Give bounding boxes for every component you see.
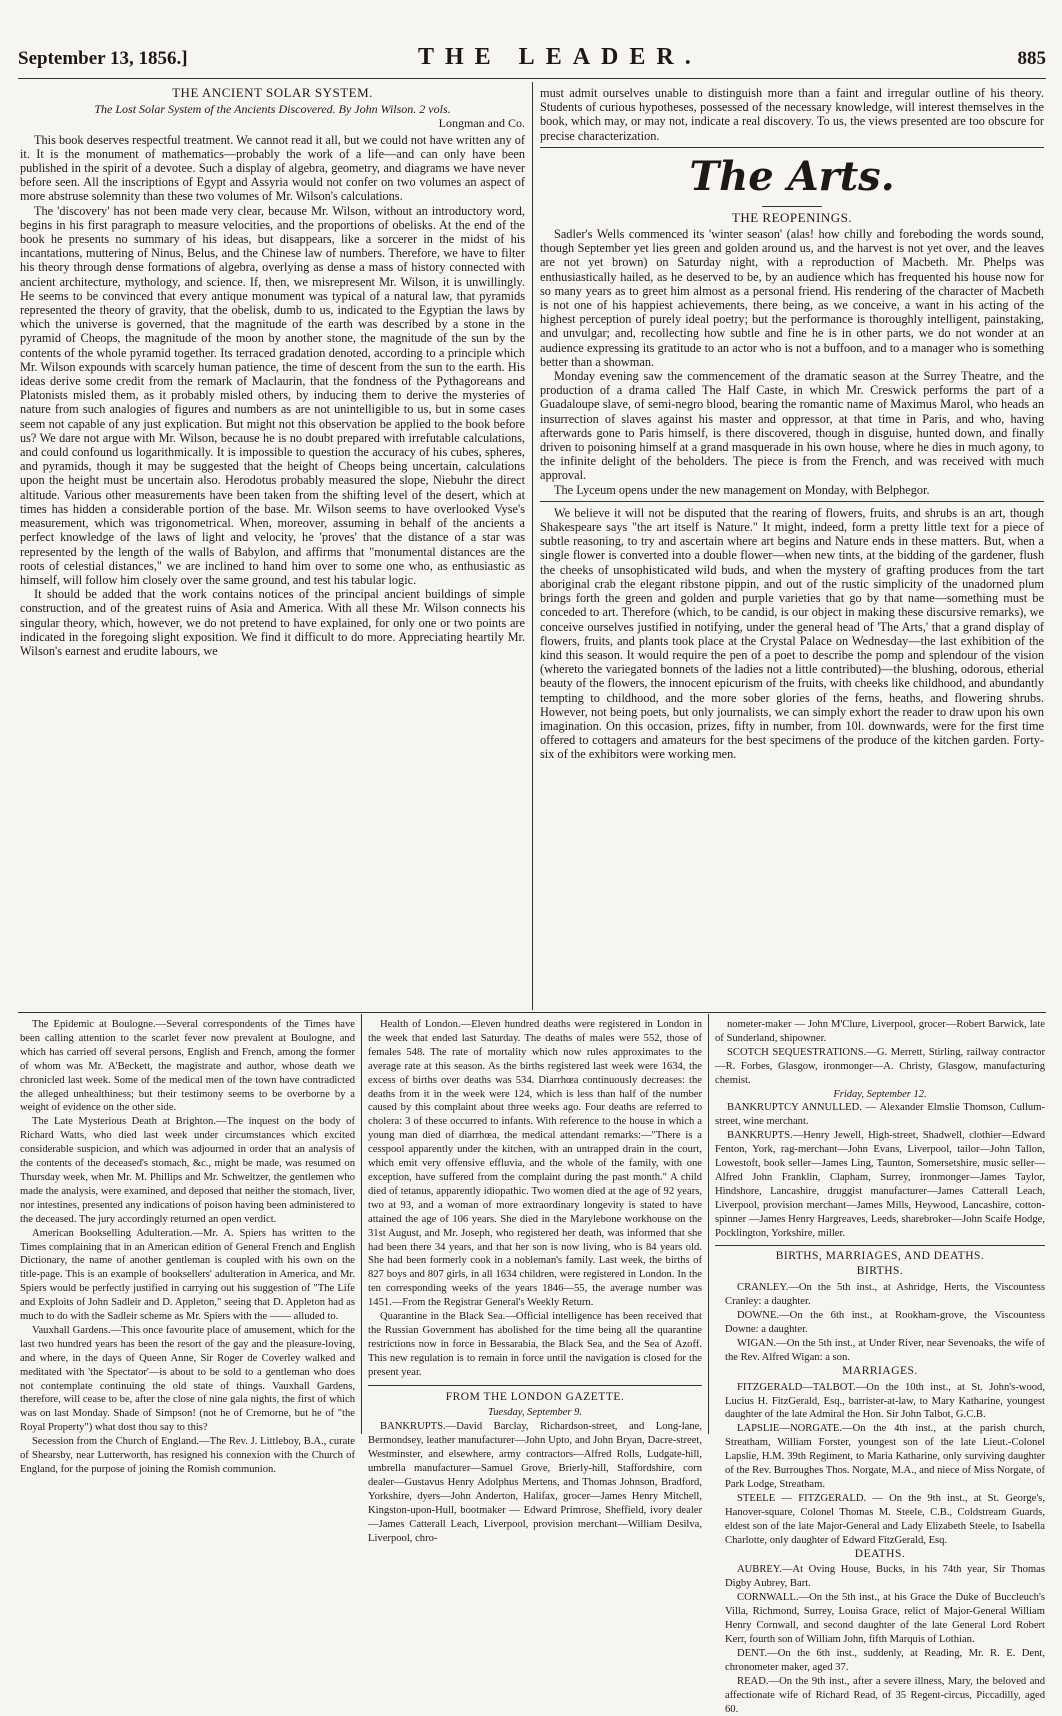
marriage-entry: FITZGERALD—TALBOT.—On the 10th inst., at St. John's-wood, Lucius H. FitzGerald, Esq., barrister-at-law, to Mary Katharine, youngest daughter of the late Admiral the Hon. Sir John Talbot, G.C.B. <box>725 1381 1045 1421</box>
birth-entry: DOWNE.—On the 6th inst., at Rookham-grove, the Viscountess Downe: a daughter. <box>725 1310 1045 1336</box>
review-publisher: Longman and Co. <box>438 116 525 131</box>
news-column-middle <box>368 1018 702 1544</box>
news-item: Secession from the Church of England.—The Rev. J. Littleboy, B.A., curate of Shearsby, near Lutterworth, has resigned his connexion with the Church of England, for the purpose of joining the Romish communion. <box>20 1436 355 1475</box>
bankrupts-list: BANKRUPTS.—Henry Jewell, High-street, Shadwell, clothier—Edward Fenton, York, rag-merchant—John Evans, Liverpool, tailor—John Tallon, Lowestoft, book seller—James Ling, Taunton, Somersetshire, music seller—Alfred John Franklin, Clapham, Surrey, ironmonger—James Taylor, Hindshore, Lancashire, druggist manufacturer—James Catterall Leach, Liverpool, provision merchant—James Mills, Heywood, Lancashire, cotton-spinner —James Henry Hargreaves, Leeds, sharebroker—John Scaife Hodge, Pocklington, Yorkshire, miller. <box>715 1130 1045 1239</box>
births-heading: BIRTHS. <box>856 1265 904 1278</box>
section-rule <box>368 1385 702 1386</box>
column-divider <box>708 1014 709 1434</box>
review-paragraph: It should be added that the work contains notices of the principal ancient buildings of simple construction, and of the greatest ruins of Asia and America. With all these Mr. Wilson connects his singular theory, which, however, we do not pretend to have explained, for only one or two points are indicated in the foregoing slight exposition. We find it difficult to do more. Appreciating heartily Mr. Wilson's earnest and erudite labours, we <box>20 587 525 658</box>
arts-paragraph: The Lyceum opens under the new management on Monday, with Belphegor. <box>554 482 930 497</box>
header-rule <box>18 78 1046 79</box>
death-entry: AUBREY.—At Oving House, Bucks, in his 74th year, Sir Thomas Digby Aubrey, Bart. <box>725 1564 1045 1590</box>
section-rule <box>715 1245 1045 1246</box>
news-column-left <box>20 1018 355 1475</box>
birth-entry: WIGAN.—On the 5th inst., at Under River, near Sevenoaks, the wife of the Rev. Alfred Wigan: a son. <box>725 1337 1045 1363</box>
news-item: The Late Mysterious Death at Brighton.—The inquest on the body of Richard Watts, who died last week under circumstances which excited considerable suspicion, and which was adjourned in order that an analysis of the contents of the deceased's stomach, &c., might be made, was resumed on Thursday week, when Mr. M. Phillips and Mr. Schweitzer, the gentlemen who made the analysis, were examined, and deposed that neither the stomach, liver, nor intestines, presented any indications of poison having been administered to the deceased. The jury accordingly returned an open verdict. <box>20 1116 355 1225</box>
arts-column <box>540 86 1044 1008</box>
review-subtitle: The Lost Solar System of the Ancients Discovered. By John Wilson. 2 vols. <box>94 102 451 117</box>
ornament-rule <box>762 206 822 207</box>
birth-entry: CRANLEY.—On the 5th inst., at Ashridge, Herts, the Viscountess Cranley: a daughter. <box>725 1282 1045 1308</box>
review-paragraph: The 'discovery' has not been made very clear, because Mr. Wilson, without an introductory word, begins in his first paragraph to measure velocities, and the proportions of obelisks. At the end of the book he presents no summary of his ideas, but disappears, like a sorcerer in the midst of his incantations, muttering of Ninus, Belus, and the Chinese law of numbers. Therefore, we have to filter his theory through dense formations of algebra, overlying as dense a mass of history connected with ancient architecture, mythology, and science. If, then, we misrepresent Mr. Wilson, it is unwillingly. He seems to be convinced that every antique monument was typical of a natural law, that pyramids represented the theory of gravity, that the obelisk, dumb to us, indicated to the Egyptian the laws by which the universe is governed, that the magnitude of the earth was described by a stone in the pyramid of Cheops, the magnitude of the moon by another stone, the magnitude of the sun by the contents of the whole pyramid together. Its terraced gradation denoted, according to a principle which Mr. Wilson expounds with scarcely human patience, the time of descent from the sun to the earth. His ideas derive some credit from the remark of Maclaurin, that the fondness of the Pythagoreans and Platonists misled them, as it probably misled others, by inducing them to derive the mysteries of nature from such analogies of figures and numbers as are not unintelligible to us, but in some cases seem not capable of any just explication. But might not this observation be applied to the book before us? We dare not argue with Mr. Wilson, because he is no doubt prepared with irrefutable calculations, and could confound us logarithmically. It is impossible to question the accuracy of his cubes, spheres, and pyramids, though it may be suggested that the height of Cheops being uncertain, calculations upon the height must be uncertain also. Herodotus probably measured the slope, Niebuhr the direct altitude. Various other measurements have been taken from the shifting level of the desert, which at times has hidden a considerable portion of the base. Mr. Wilson seems to have overlooked Vyse's measurement, which was trigonometrical. When, moreover, assuming in behalf of the ancients a perfect knowledge of the laws of light and velocity, he 'proves' that the distance of a star was represented by the length of the walls of Babylon, and affirms that "monumental distances are the roots of celestial distances," we are inclined to hand him over to some one who, as enthusiastic as himself, will follow him closely over the same ground, and test his tabular logic. <box>20 203 525 587</box>
masthead-title: THE LEADER. <box>418 44 702 70</box>
bmd-heading: BIRTHS, MARRIAGES, AND DEATHS. <box>775 1249 985 1262</box>
notices-column-right <box>715 1018 1045 1715</box>
gazette-date: Tuesday, September 9. <box>488 1407 582 1419</box>
column-divider <box>361 1014 362 1434</box>
page-header <box>18 44 1046 74</box>
section-rule <box>540 501 1044 502</box>
news-item: The Epidemic at Boulogne.—Several correspondents of the Times have been calling attention to the scarlet fever now prevalent at Boulogne, and which has carried off several persons, English and French, among the former of whom was Mr. A'Beckett, the magistrate and author, whose death we chronicled last week. Some of the medical men of the town have contradicted the alleged unhealthiness; but their testimony seems to be overborne by a weight of evidence on the other side. <box>20 1019 355 1114</box>
page-number: 885 <box>1017 48 1046 69</box>
issue-date: September 13, 1856.] <box>18 48 188 69</box>
bankruptcy-annulled: BANKRUPTCY ANNULLED. — Alexander Elmslie Thomson, Cullum-street, wine merchant. <box>715 1102 1045 1128</box>
news-item: American Bookselling Adulteration.—Mr. A. Spiers has written to the Times complaining that in an American edition of General French and English Dictionary, the name of another gentleman is coupled with his own on the title-page. This is an example of booksellers' adulteration in America, and Mr. Spiers would be perfectly justified in carrying out his suggestion of "The Life and Exploits of John Sadleir and D. Appleton," seeing that D. Appleton had as much to do with the Sadleir scheme as Mr. Spiers with the —— alluded to. <box>20 1227 355 1323</box>
section-rule <box>540 147 1044 148</box>
marriages-heading: MARRIAGES. <box>842 1364 918 1377</box>
deaths-heading: DEATHS. <box>854 1547 906 1560</box>
review-article <box>20 86 525 1008</box>
flowers-paragraph: We believe it will not be disputed that the rearing of flowers, fruits, and shrubs is an art, though Shakespeare says "the art itself is Nature." It might, indeed, form a pretty little text for a piece of subtle reasoning, to try and ascertain where art begins and Nature ends in these matters. But, when a single flower is converted into a double flower—when new tints, at the bidding of the gardener, flush the cheeks of unsophisticated wild buds, and when the mystery of grafting produces from the tart aboriginal crab the elegant ribstone pippin, and out of the rustic simplicity of the unadorned plum brings forth the green and golden and purple varieties that go by that name—something must be conceded to art. Therefore (which, to be candid, is our object in making these discursive remarks), we conceive ourselves justified in notifying, under the general head of 'The Arts,' that a grand display of flowers, fruits, and plants took place at the Crystal Palace on Wednesday—the last exhibition of the kind this season. It would require the pen of a poet to describe the pomp and splendour of the vision (whereto the variegated bonnets of the ladies not a little contributed)—the blushing, odorous, etherial beauty of the flowers, the innocent epicurism of the fruits, with cheeks like childhood, and abundantly tempting to childhood, and the more sober glories of the ferns, heaths, and flowering shrubs. However, not being poets, but only journalists, we can simply exhort the reader to draw upon his own imagination. On this occasion, prizes, fifty in number, from 10l. downwards, were for the first time offered to cottagers and amateurs for the best specimens of the produce of the kitchen garden. Forty-six of the exhibitors were working men. <box>540 505 1044 762</box>
marriage-entry: LAPSLIE—NORGATE.—On the 4th inst., at the parish church, Streatham, William Forster, youngest son of the late Lieut.-Colonel Lapslie, H.M. 39th Regiment, to Maria Katharine, only surviving daughter of the Rev. Burroughes Thos. Norgate, M.A., and niece of Miss Norgate, of Park Lodge, Streatham. <box>725 1423 1045 1490</box>
column-divider <box>532 82 533 1010</box>
news-item: Vauxhall Gardens.—This once favourite place of amusement, which for the last two hundred years has been the resort of the gay and the pleasure-loving, and where, in the days of Queen Anne, Sir Roger de Coverley walked and meditated with 'the Spectator'—is about to be sold to a gentleman who does not contemplate continuing the old state of things. Vauxhall Gardens, therefore, will cease to be, after the close of nine gala nights, the first of which was on last Monday. Shade of Simpson! (not he of Cremorne, but he of "the Royal Property") what dost thou say to this? <box>20 1324 355 1434</box>
lower-section-rule <box>18 1012 1046 1013</box>
review-heading: THE ANCIENT SOLAR SYSTEM. <box>172 85 373 100</box>
marriage-entry: STEELE — FITZGERALD. — On the 9th inst., at St. George's, Hanover-square, Colonel Thomas M. Steele, C.B., Coldstream Guards, eldest son of the late Major-General and Lady Elizabeth Steele, to Isabella Charlotte, only daughter of Edward FitzGerald, Esq. <box>725 1492 1045 1546</box>
bankrupt-continuation: nometer-maker — John M'Clure, Liverpool, grocer—Robert Barwick, late of Sunderland, shipowner. <box>715 1019 1045 1044</box>
review-continuation: must admit ourselves unable to distinguish more than a faint and irregular outline of his theory. Students of curious hypotheses, possessed of the necessary knowledge, will interest themselves in the book, which may, or may not, indicate a real discovery. To us, the views presented are too obscure for precise characterization. <box>540 86 1044 143</box>
review-paragraph: This book deserves respectful treatment. We cannot read it all, but we could not have written any of it. It is the monument of mathematics—probably the work of a life—and can only have been published in the spirit of a devotee. Such a display of algebra, geometry, and diagrams we have never before seen. All the inscriptions of Egypt and Assyria would not confer on two volumes an aspect of more abstruse solemnity than these two volumes of Mr. Wilson's calculations. <box>20 132 525 204</box>
arts-paragraph: Monday evening saw the commencement of the dramatic season at the Surrey Theatre, and the production of a drama called The Half Caste, in which Mr. Creswick performs the part of a Guadaloupe slave, of semi-negro blood, bearing the romantic name of Maximus Marol, who heads an insurrection of slaves against his master and oppressor, at that time in Paris, and who, having afterwards gone to Paris himself, is there discovered, though in disguise, hunted down, and finally driven to poisoning himself at a grand masquerade in his own house, where he dies in much agony, to the infinite delight of the beholders. The piece is from the French, and was received with much approval. <box>540 369 1044 483</box>
news-item: Quarantine in the Black Sea.—Official intelligence has been received that the Russian Government has abolished for the time being all the quarantine restrictions now in force in Bessarabia, the Black Sea, and the Sea of Azoff. This new regulation is to remain in force until the navigation is closed for the present year. <box>368 1311 702 1378</box>
gazette-text: BANKRUPTS.—David Barclay, Richardson-street, and Long-lane, Bermondsey, leather manufacturer—John Upto, and John Bryan, Dacre-street, Westminster, and elsewhere, army contractors—Alfred Rolls, Ludgate-hill, umbrella manufacturer—Samuel Grove, Brierly-hill, Staffordshire, corn dealer—Gustavus Henry Adolphus Mertens, and Thomas Johnson, Bradford, Yorkshire, dyers—John Anderton, Halifax, grocer—James Henry Mitchell, Kingston-upon-Hull, bootmaker — Edward Primrose, Sheffield, ivory dealer—James Catterall Leach, Liverpool, provision merchant—William Desilva, Liverpool, chro- <box>368 1421 702 1544</box>
death-entry: CORNWALL.—On the 5th inst., at his Grace the Duke of Buccleuch's Villa, Richmond, Surrey, Louisa Grace, relict of Major-General William Henry Cornwall, and second daughter of the late General Lord Robert Kerr, fourth son of William John, fifth Marquis of Lothian. <box>725 1592 1045 1645</box>
scotch-sequestrations: SCOTCH SEQUESTRATIONS.—G. Merrett, Stirling, railway contractor—R. Forbes, Glasgow, ironmonger—A. Christy, Glasgow, manufacturing chemist. <box>715 1046 1045 1086</box>
gazette-heading: FROM THE LONDON GAZETTE. <box>445 1390 625 1403</box>
reopenings-heading: THE REOPENINGS. <box>731 209 853 225</box>
death-entry: READ.—On the 9th inst., after a severe illness, Mary, the beloved and affectionate wife of Richard Read, of 35 Regent-circus, Piccadilly, aged 60. <box>725 1675 1045 1715</box>
news-item: Health of London.—Eleven hundred deaths were registered in London in the week that ended last Saturday. The deaths of males were 552, those of females 548. The rate of mortality which now rules approximates to the average rate at this season. As the births registered last week were 1634, the excess of births over deaths was 534. Diarrhœa continuously decreases: the deaths from it in the week were 124, which is less than half of the number caused by this complaint about three weeks ago. Four deaths are referred to cholera: 3 of these occurred to infants. With reference to the house in which a young man died of diarrhœa, the medical attendant remarks:—"There is a cesspool apparently under the kitchen, with an untrapped drain in the court, which emit very offensive effluvia, and the whole of the family, with one exception, have suffered from the complaint during the past month." A child died of tetanus, apparently idiopathic. Two women died at the age of 92 years, two at 93, and a woman of more extraordinary longevity is stated to have attained the age of 106 years. She died in the Marylebone workhouse on the 31st August, and Mr. Joseph, who registered her death, was informed that she had been there 34 years, and that her son is now living, who is 84 years old. She had been formerly cook in a nobleman's family. Last week, the births of 827 boys and 807 girls, in all 1634 children, were registered in London. In the ten corresponding weeks of the years 1846—55, the average number was 1451.—From the Registrar General's Weekly Return. <box>368 1019 702 1309</box>
arts-paragraph: Sadler's Wells commenced its 'winter season' (alas! how chilly and foreboding the words sound, though September yet lies green and golden around us, and the harvest is not yet over, and the leaves are not yet brown) on Saturday night, with a reproduction of Macbeth. Mr. Phelps was enthusiastically hailed, as he deserved to be, by an audience which has frequented his house now for so many years as to greet him almost as a personal friend. His rendering of the character of Macbeth is not one of his happiest achievements, there being, as we conceive, a want in his acting of the highest perception of purely ideal poetry; but the performance is thoroughly intelligent, painstaking, and unvulgar; and, recollecting how subtle and fine he is in other parts, we do not wonder at an audience expressing its gratitude to an actor who is not a buffoon, and to a manager who is something better than a showman. <box>540 227 1044 369</box>
friday-date: Friday, September 12. <box>833 1088 927 1100</box>
arts-section-title: The Arts. <box>689 152 895 200</box>
death-entry: DENT.—On the 6th inst., suddenly, at Reading, Mr. R. E. Dent, chronometer maker, aged 37. <box>725 1647 1045 1673</box>
